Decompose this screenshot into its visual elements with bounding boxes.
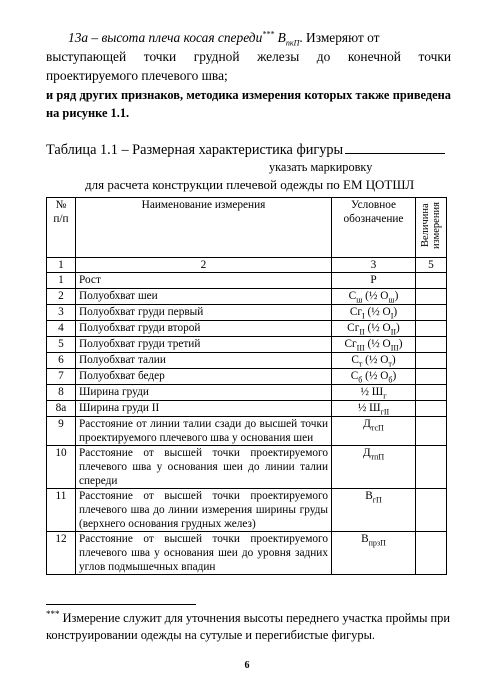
row-measurement-name: Полуобхват груди второй [76, 321, 332, 337]
row-number: 1 [47, 273, 76, 289]
designation-tail: ) [391, 354, 396, 366]
table-row [47, 305, 447, 321]
row-number: 4 [47, 321, 76, 337]
row-value [416, 369, 447, 385]
row-value [416, 385, 447, 401]
footnote-divider [46, 604, 196, 605]
item-13a-label: 13а – высота плеча косая спереди [68, 30, 263, 45]
designation-sub2: II [390, 327, 397, 337]
row-measurement-name: Расстояние от высшей точки проектируемого плечевого шва у основания шеи до линии талии спереди [76, 446, 332, 489]
designation-sym: С [351, 354, 359, 366]
table-row [47, 369, 447, 385]
row-measurement-name: Ширина груди [76, 385, 332, 401]
table-row [47, 489, 447, 532]
column-number: 1 [47, 258, 76, 273]
designation-sym: С [348, 290, 357, 302]
intro-line-3: проектируемого плечевого шва; [46, 68, 228, 83]
row-designation [332, 273, 416, 289]
row-designation [332, 321, 416, 337]
row-designation [332, 385, 416, 401]
designation-sub2: б [388, 375, 393, 385]
designation-sub2: III [390, 343, 399, 353]
row-number: 11 [47, 489, 76, 532]
designation-sub: ш [356, 295, 363, 305]
row-designation [332, 337, 416, 353]
row-designation [332, 532, 416, 575]
designation-sym: Сг [347, 322, 360, 334]
row-designation [332, 353, 416, 369]
designation-sub: г [383, 391, 387, 401]
table-title: Таблица 1.1 – Размерная характеристика фигуры [46, 142, 344, 158]
page-number: 6 [244, 660, 250, 671]
designation-sym2: (½ О [362, 370, 389, 382]
row-measurement-name: Полуобхват груди первый [76, 305, 332, 321]
table-row [47, 385, 447, 401]
designation-sym: В [365, 490, 373, 502]
designation-tail: ) [394, 290, 399, 302]
row-measurement-name: Полуобхват груди третий [76, 337, 332, 353]
table-row [47, 446, 447, 489]
footnote-ref: *** [262, 29, 275, 39]
designation-sub2: ш [388, 295, 395, 305]
designation-sub: III [356, 343, 365, 353]
row-designation [332, 369, 416, 385]
table-row [47, 321, 447, 337]
item-13a-line [46, 28, 451, 47]
row-designation [332, 401, 416, 417]
row-designation [332, 446, 416, 489]
row-value [416, 273, 447, 289]
marking-blank [345, 141, 445, 154]
designation-sub: I [362, 311, 365, 321]
designation-sym: Р [370, 274, 377, 286]
item-13a-symbol: В [277, 30, 286, 45]
designation-tail: ) [393, 306, 398, 318]
size-characteristics-table [46, 197, 447, 575]
designation-sub2: I [390, 311, 394, 321]
row-measurement-name: Ширина груди II [76, 401, 332, 417]
designation-sym2: (½ О [364, 306, 391, 318]
designation-tail: ) [396, 322, 400, 334]
header-designation: Условное обозначение [332, 198, 416, 258]
table-header-row [47, 198, 447, 258]
intro-line-2: выступающей точки грудной железы до конечной точки [46, 49, 451, 64]
row-number: 9 [47, 417, 76, 446]
row-designation [332, 417, 416, 446]
footnote-text: Измерение служит для уточнения высоты переднего участка проймы при конструировании одежды на сутулые и перегибистые фигуры. [46, 611, 450, 642]
designation-sym: ½ Ш [360, 386, 384, 398]
designation-sym2: (½ О [362, 354, 389, 366]
header-value: Величина измерения [420, 202, 442, 249]
table-row [47, 273, 447, 289]
row-value [416, 401, 447, 417]
row-designation [332, 489, 416, 532]
row-value [416, 321, 447, 337]
header-number: № п/п [47, 198, 76, 258]
item-13a-symbol-sub: пкП [285, 38, 300, 48]
designation-sym: Д [362, 447, 371, 459]
row-value [416, 289, 447, 305]
designation-sub: тпП [370, 452, 385, 462]
designation-sub: гП [372, 495, 382, 505]
designation-tail: ) [398, 338, 403, 350]
column-numbers-row [47, 258, 447, 273]
row-measurement-name: Расстояние от линии талии сзади до высшей точки проектируемого плечевого шва у основания шеи [76, 417, 332, 446]
row-measurement-name: Полуобхват талии [76, 353, 332, 369]
designation-sub2: т [388, 359, 392, 369]
column-number: 5 [416, 258, 447, 273]
footnote-mark: *** [46, 608, 60, 619]
row-number: 3 [47, 305, 76, 321]
row-number: 10 [47, 446, 76, 489]
row-value [416, 353, 447, 369]
caption-hint: указать маркировку [269, 160, 373, 174]
row-value [416, 417, 447, 446]
row-measurement-name: Полуобхват бедер [76, 369, 332, 385]
table-row [47, 289, 447, 305]
column-number: 3 [332, 258, 416, 273]
row-designation [332, 289, 416, 305]
intro-paragraph [46, 28, 451, 85]
row-number: 2 [47, 289, 76, 305]
designation-sym2: (½ О [364, 322, 391, 334]
row-measurement-name: Рост [76, 273, 332, 289]
header-value-cell [416, 198, 447, 258]
row-number: 5 [47, 337, 76, 353]
intro-paragraph-2: и ряд других признаков, методика измерения которых также приведена на рисунке 1.1. [46, 88, 451, 120]
column-number: 2 [76, 258, 332, 273]
table-row [47, 337, 447, 353]
designation-sub: прзП [368, 538, 386, 548]
designation-sym: Сг [344, 338, 357, 350]
row-measurement-name: Полуобхват шеи [76, 289, 332, 305]
designation-sym: В [361, 533, 369, 545]
row-number: 7 [47, 369, 76, 385]
row-value [416, 337, 447, 353]
table-row [47, 353, 447, 369]
row-value [416, 489, 447, 532]
designation-sym: Д [363, 418, 371, 430]
header-measurement-name: Наименование измерения [76, 198, 332, 258]
designation-sym2: (½ О [364, 338, 391, 350]
designation-sub: гII [380, 407, 390, 417]
designation-sym: ½ Ш [357, 402, 381, 414]
table-caption [46, 141, 456, 159]
row-measurement-name: Расстояние от высшей точки проектируемого плечевого шва у основания шеи до уровня задних углов подмышечных впадин [76, 532, 332, 575]
designation-sub: II [359, 327, 365, 337]
row-number: 8а [47, 401, 76, 417]
row-number: 6 [47, 353, 76, 369]
designation-sub: т [358, 359, 363, 369]
table-row [47, 532, 447, 575]
designation-sym2: (½ О [362, 290, 389, 302]
item-13a-rest: . Измеряют от [299, 30, 380, 45]
row-designation [332, 305, 416, 321]
row-number: 8 [47, 385, 76, 401]
footnote [46, 610, 450, 644]
table-row [47, 401, 447, 417]
row-value [416, 532, 447, 575]
row-value [416, 305, 447, 321]
row-value [416, 446, 447, 489]
designation-sub: тсП [370, 423, 384, 433]
designation-sym: С [350, 370, 359, 382]
row-measurement-name: Расстояние от высшей точки проектируемого плечевого шва до линии измерения ширины груды (верхнего основания грудных желез) [76, 489, 332, 532]
designation-sym: Сг [349, 306, 362, 318]
designation-tail: ) [392, 370, 397, 382]
table-subtitle: для расчета конструкции плечевой одежды по ЕМ ЦОТШЛ [85, 177, 415, 192]
table-row [47, 417, 447, 446]
row-number: 12 [47, 532, 76, 575]
designation-sub: б [358, 375, 363, 385]
